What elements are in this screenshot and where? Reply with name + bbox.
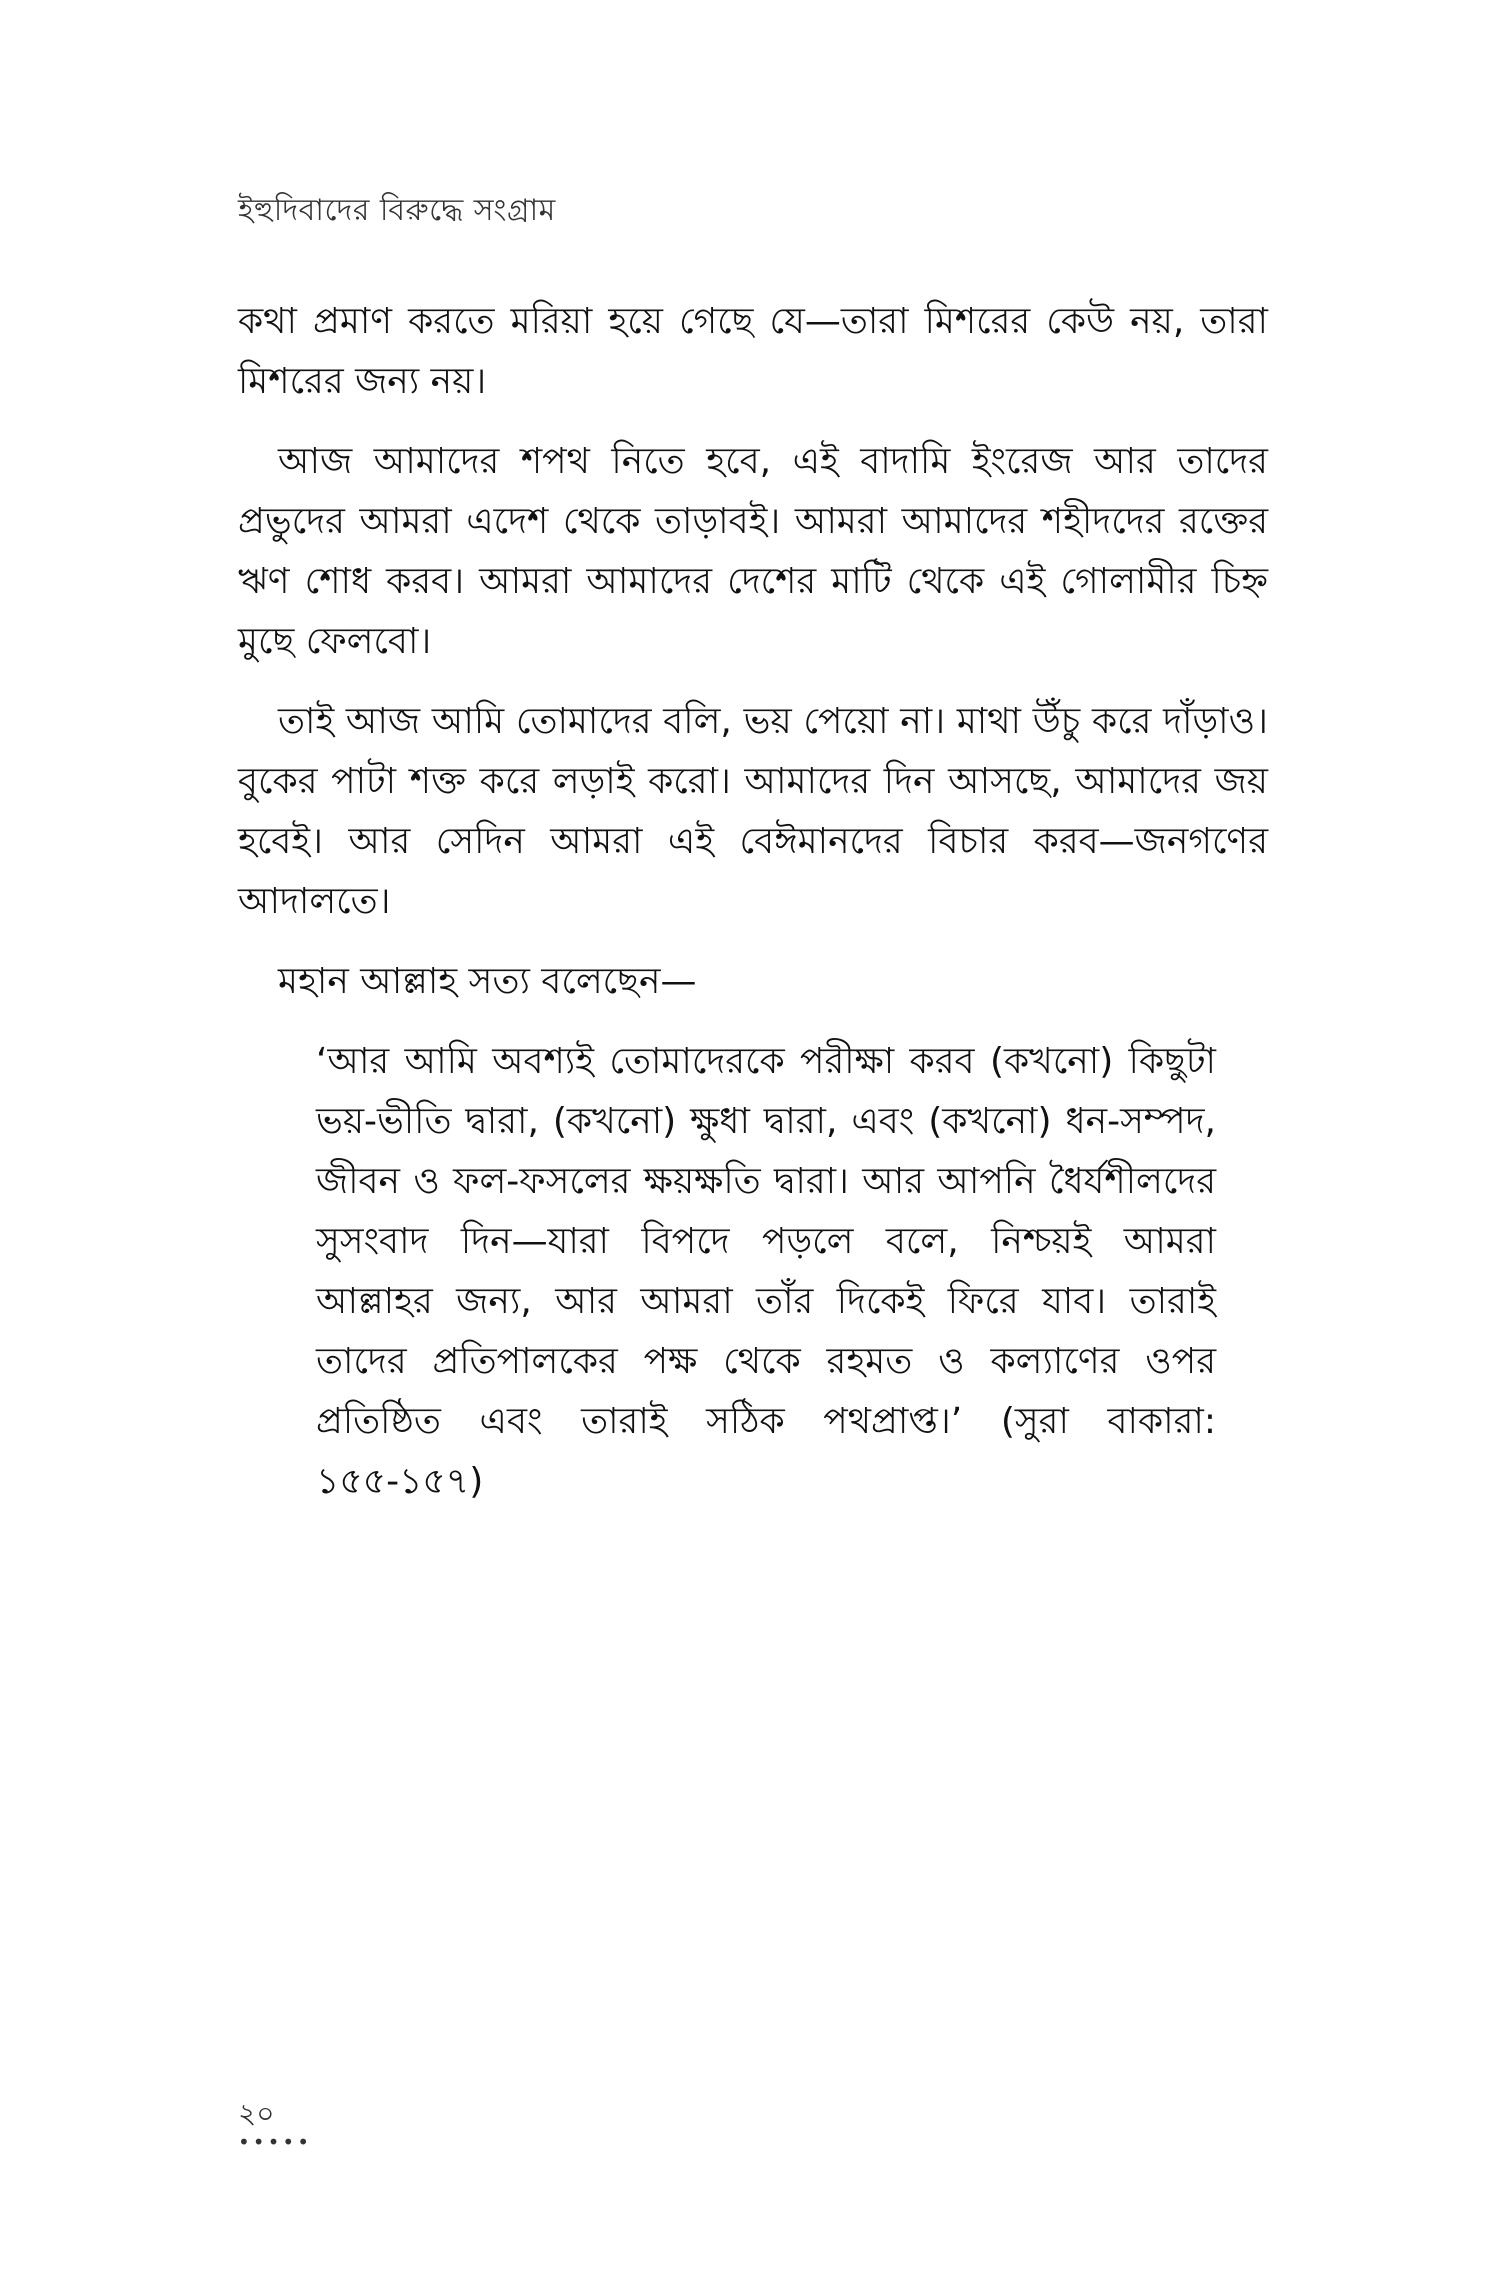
page-number-dots: ••••• (238, 2130, 312, 2154)
paragraph-4: মহান আল্লাহ সত্য বলেছেন— (278, 961, 697, 1002)
paragraph-3: তাই আজ আমি তোমাদের বলি, ভয় পেয়ো না। মাথা উঁচু করে দাঁড়াও। বুকের পাটা শক্ত করে লড়াই করো। আমাদের দিন আসছে, আমাদের জয় হবেই। আর সেদিন আমরা এই বেঈমানদের বিচার করব—জনগণের আদালতে। (238, 701, 1268, 922)
paragraph-1: কথা প্রমাণ করতে মরিয়া হয়ে গেছে যে—তারা মিশরের কেউ নয়, তারা মিশরের জন্য নয়। (238, 301, 1268, 402)
block-quote: ‘আর আমি অবশ্যই তোমাদেরকে পরীক্ষা করব (কখনো) কিছুটা ভয়-ভীতি দ্বারা, (কখনো) ক্ষুধা দ্বারা, এবং (কখনো) ধন-সম্পদ, জীবন ও ফল-ফসলের ক্ষয়ক্ষতি দ্বারা। আর আপনি ধৈর্যশীলদের সুসংবাদ দিন—যারা বিপদে পড়লে বলে, নিশ্চয়ই আমরা আল্লাহর জন্য, আর আমরা তাঁর দিকেই ফিরে যাব। তারাই তাদের প্রতিপালকের পক্ষ থেকে রহমত ও কল্যাণের ওপর প্রতিষ্ঠিত এবং তারাই সঠিক পথপ্রাপ্ত।’ (সুরা বাকারা: ১৫৫-১৫৭) (316, 1041, 1216, 1502)
page-body (238, 292, 1268, 1512)
running-header: ইহুদিবাদের বিরুদ্ধে সংগ্রাম (238, 193, 556, 228)
paragraph-2: আজ আমাদের শপথ নিতে হবে, এই বাদামি ইংরেজ আর তাদের প্রভুদের আমরা এদেশ থেকে তাড়াবই। আমরা আমাদের শহীদদের রক্তের ঋণ শোধ করব। আমরা আমাদের দেশের মাটি থেকে এই গোলামীর চিহ্ন মুছে ফেলবো। (238, 441, 1268, 662)
page-number: ২০ (238, 2097, 275, 2130)
